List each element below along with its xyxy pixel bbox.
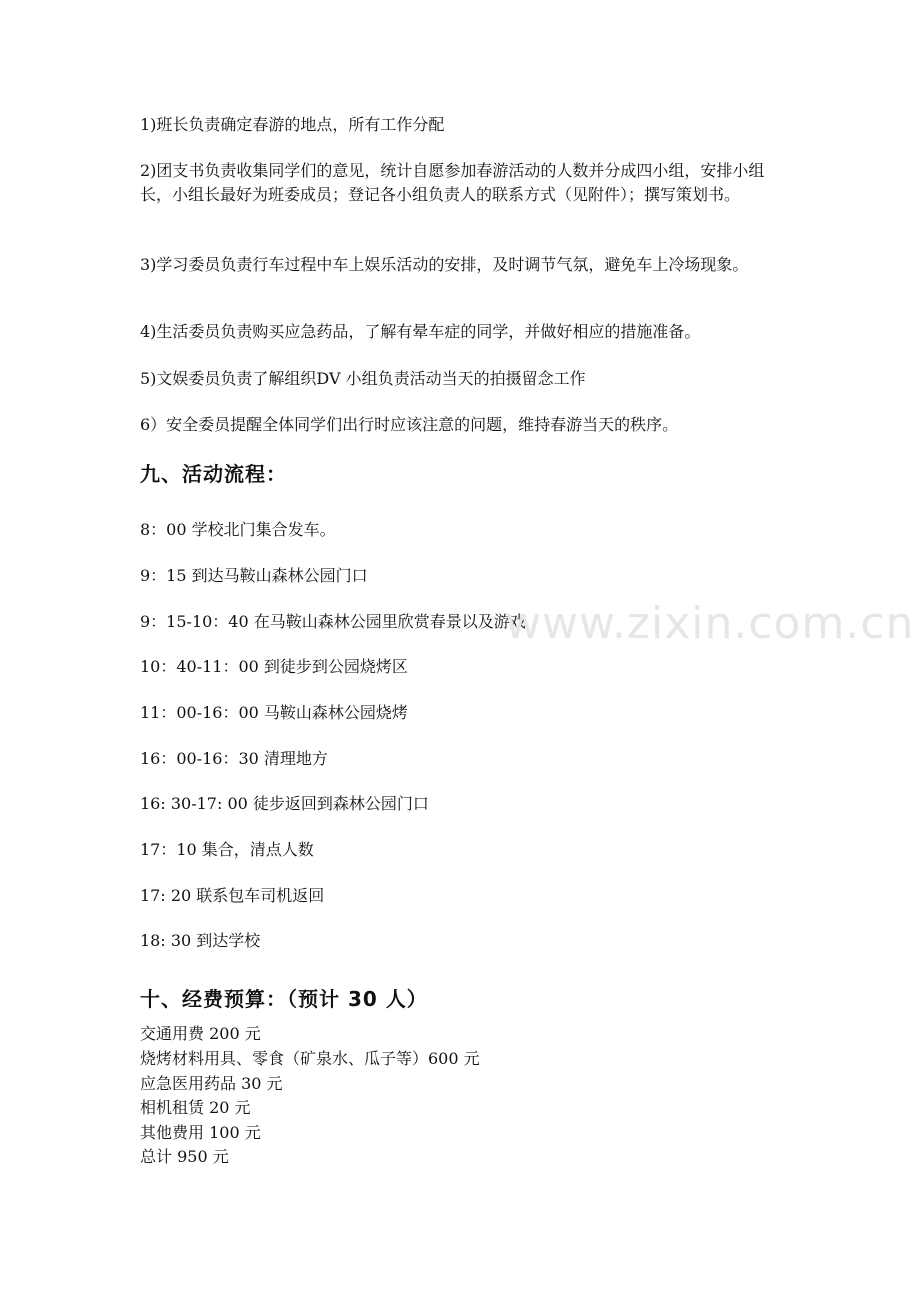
flow-item: 10：40-11：00 到徒步到公园烧烤区 xyxy=(140,657,408,676)
budget-item: 交通用费 200 元 xyxy=(140,1024,261,1043)
budget-item: 应急医用药品 30 元 xyxy=(140,1074,283,1093)
flow-item: 9：15 到达马鞍山森林公园门口 xyxy=(140,566,368,585)
flow-item: 18: 30 到达学校 xyxy=(140,931,261,950)
duty-item-5: 5)文娱委员负责了解组织DV 小组负责活动当天的拍摄留念工作 xyxy=(140,369,586,388)
budget-item: 相机租赁 20 元 xyxy=(140,1098,251,1117)
duty-item-4: 4)生活委员负责购买应急药品，了解有晕车症的同学，并做好相应的措施准备。 xyxy=(140,322,701,341)
duty-item-6: 6）安全委员提醒全体同学们出行时应该注意的问题，维持春游当天的秩序。 xyxy=(140,415,679,434)
budget-item: 烧烤材料用具、零食（矿泉水、瓜子等）600 元 xyxy=(140,1049,480,1068)
flow-item: 17: 20 联系包车司机返回 xyxy=(140,886,325,905)
section-heading-flow: 九、活动流程： xyxy=(140,462,287,486)
flow-item: 11：00-16：00 马鞍山森林公园烧烤 xyxy=(140,703,408,722)
flow-item: 16：00-16：30 清理地方 xyxy=(140,749,328,768)
budget-item: 其他费用 100 元 xyxy=(140,1123,261,1142)
duty-item-3: 3)学习委员负责行车过程中车上娱乐活动的安排，及时调节气氛，避免车上冷场现象。 xyxy=(140,255,749,274)
watermark: www.zixin.com.cn xyxy=(505,598,915,649)
budget-total: 总计 950 元 xyxy=(140,1147,229,1166)
duty-item-1: 1)班长负责确定春游的地点，所有工作分配 xyxy=(140,115,445,134)
section-heading-budget: 十、经费预算：（预计 30 人） xyxy=(140,987,428,1011)
duty-item-2: 2)团支书负责收集同学们的意见，统计自愿参加春游活动的人数并分成四小组，安排小组长，小组长最好为班委成员；登记各小组负责人的联系方式（见附件）；撰写策划书。 xyxy=(140,161,765,204)
flow-item: 9：15-10：40 在马鞍山森林公园里欣赏春景以及游戏 xyxy=(140,612,526,631)
flow-item: 8：00 学校北门集合发车。 xyxy=(140,520,336,539)
flow-item: 16: 30-17: 00 徒步返回到森林公园门口 xyxy=(140,794,429,813)
flow-item: 17：10 集合，清点人数 xyxy=(140,840,314,859)
